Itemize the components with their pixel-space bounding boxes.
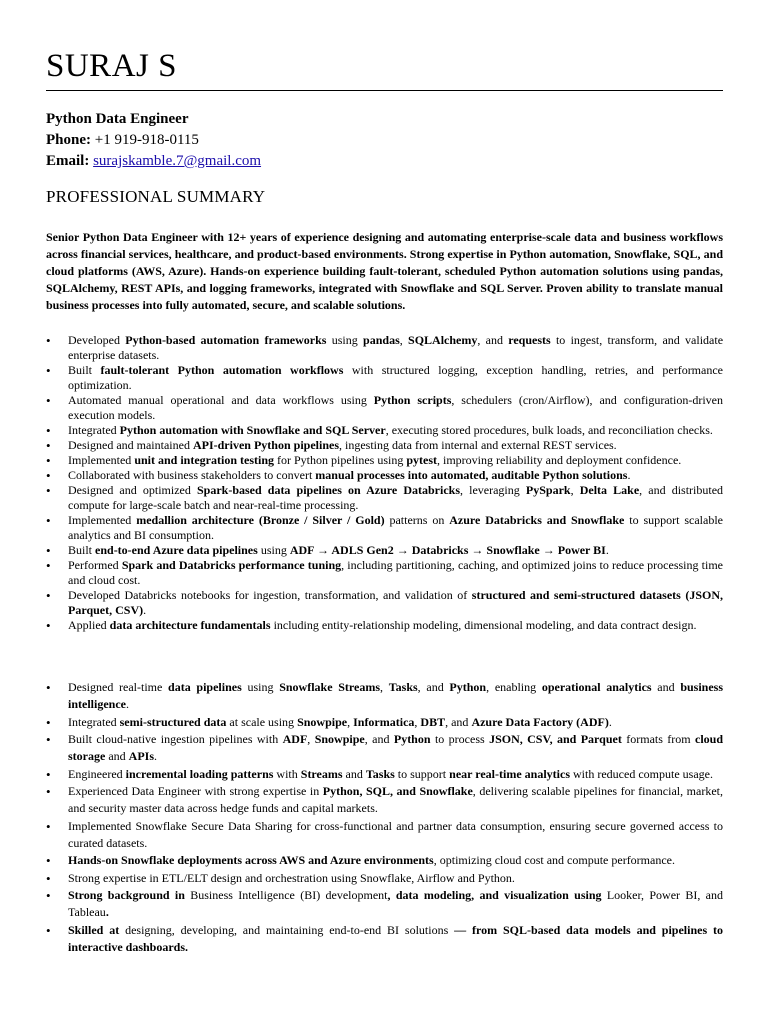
header-divider [46,90,723,91]
bullet-item [46,558,723,588]
bullet-text-bold: Skilled at [68,922,120,937]
bullet-text: Designed and optimized [68,483,197,497]
bullet-text: Engineered [68,766,126,781]
bullet-item [46,870,723,887]
bullet-text: Built cloud-native ingestion pipelines with [68,732,283,746]
bullet-text-bold: Python, SQL, and Snowflake [322,784,473,798]
bullet-text: . [154,749,157,763]
bullet-text-bold: JSON, CSV, and Parquet [489,732,622,746]
bullet-text: Implemented [68,453,135,467]
bullet-text-bold: — from SQL-based data models and pipelines to interactive dashboards. [68,922,723,954]
bullet-text: including entity-relationship modeling, dimensional modeling, and data contract design. [270,618,697,632]
bullet-text-bold: medallion architecture (Bronze / Silver / Gold) [136,513,385,527]
bullet-text-bold: Streams [300,766,343,781]
bullet-item [46,468,723,483]
bullet-text: patterns on [384,513,450,527]
bullet-item [46,483,723,513]
bullet-text: . [627,468,631,482]
bullet-item [46,513,723,543]
experience-bullets-1 [46,333,723,633]
bullet-text-bold: Python-based automation frameworks [125,333,327,347]
bullet-text-bold: business intelligence [68,680,724,711]
bullet-text-bold: incremental loading patterns [125,766,274,781]
bullet-text: . [125,697,129,711]
bullet-item [46,852,723,869]
bullet-item [46,818,723,852]
bullet-item [46,618,723,633]
bullet-text: Developed [68,333,126,347]
bullet-text: Collaborated with business stakeholders to convert [68,468,316,482]
bullet-text-bold: Tasks [365,766,395,781]
bullet-text: , [380,680,389,694]
bullet-text-bold: ADF → ADLS Gen2 → Databricks → Snowflake → Power BI [289,543,606,557]
bullet-text: to support [394,766,450,781]
bullet-text: Experienced Data Engineer with strong expertise in [68,784,323,798]
bullet-text-bold: Spark-based data pipelines on Azure Databricks [196,483,461,497]
bullet-text: with reduced compute usage. [570,766,713,781]
bullet-text-bold: manual processes into automated, auditable Python solutions [315,468,628,482]
bullet-text-bold: operational analytics [541,680,652,694]
phone-label: Phone: [46,132,91,148]
bullet-text-bold: requests [508,333,551,347]
summary-paragraph: Senior Python Data Engineer with 12+ years of experience designing and automating enterprise-scale data and business workflows across financial services, healthcare, and product-based environments. Strong expertise in Python automation, Snowflake, SQL, and cloud platforms (AWS, Azure). Hands-on experience building fault-tolerant, scheduled Python automation solutions using pandas, SQLAlchemy, REST APIs, and logging frameworks, integrated with Snowflake and SQL Server. Proven ability to translate manual business processes into fully automated, secure, and scalable solutions. [46,230,723,312]
bullet-text: . [608,714,612,729]
bullet-text: , leveraging [460,483,526,497]
bullet-text: using [241,680,280,694]
bullet-item [46,766,723,783]
bullet-item [46,453,723,468]
bullet-text-bold: APIs [128,749,154,763]
bullet-text: at scale using [226,714,298,729]
bullet-item [46,393,723,423]
candidate-name: SURAJ S [46,48,177,84]
bullet-item [46,363,723,393]
bullet-text: Developed Databricks notebooks for ingestion, transformation, and validation of [68,588,472,602]
bullet-text-bold: Delta Lake [579,483,640,497]
bullet-text: , [570,483,580,497]
bullet-text: using [326,333,364,347]
bullet-text-bold: Python automation with Snowflake and SQL Server [119,423,386,437]
bullet-text: , and [364,732,394,746]
bullet-text: , and [445,714,472,729]
bullet-text: , [347,714,354,729]
bullet-text: , and [477,333,509,347]
bullet-text: to ingest, transform, and validate enterprise datasets. [68,333,724,362]
bullet-text-bold: structured and semi-structured datasets (JSON, Parquet, CSV) [68,588,724,617]
bullet-text: . [143,603,147,617]
summary-heading: PROFESSIONAL SUMMARY [46,187,266,206]
bullet-text-bold: Python scripts [373,393,452,407]
bullet-text: for Python pipelines using [274,453,407,467]
bullet-text: , delivering scalable pipelines for financial, market, and security master data across hedge funds and capital markets. [68,784,723,815]
bullet-text-bold: pytest [406,453,437,467]
contact-block [46,109,261,172]
bullet-text-bold: ADF [282,732,308,746]
bullet-text: designing, developing, and maintaining end-to-end BI solutions [119,922,455,937]
bullet-text: Performed [68,558,122,572]
bullet-item [46,714,723,731]
bullet-text: , [307,732,315,746]
bullet-text-bold: Snowflake Streams [279,680,381,694]
email-line [46,151,261,172]
bullet-text-bold: SQLAlchemy [408,333,478,347]
bullet-text-bold: near real-time analytics [449,766,571,781]
bullet-item [46,588,723,618]
bullet-text-bold: Azure Databricks and Snowflake [449,513,625,527]
bullet-text-bold: , data modeling, and visualization using [387,888,602,902]
bullet-text: and [342,766,366,781]
bullet-text: using [257,543,290,557]
bullet-text: formats from [621,732,696,746]
bullet-text-bold: Informatica [353,714,415,729]
bullet-text-bold: data pipelines [168,680,242,694]
phone-line [46,130,261,151]
bullet-text: , enabling [486,680,542,694]
bullet-item [46,731,723,765]
bullet-text: Implemented Snowflake Secure Data Sharing for cross-functional and partner data consumption, ensuring secure governed access to curated datasets. [68,818,723,850]
bullet-text-bold: Snowpipe [314,732,365,746]
bullet-text: to support scalable analytics and BI consumption. [68,513,723,542]
bullet-text-bold: PySpark [525,483,571,497]
bullet-text: Built [68,543,96,557]
bullet-text-bold: Python [393,732,431,746]
bullet-item [46,679,723,713]
bullet-text-bold: semi-structured data [119,714,227,729]
bullet-text: with [273,766,301,781]
bullet-text: Business Intelligence (BI) development [184,888,388,902]
bullet-text: Implemented [68,513,137,527]
bullet-text-bold: Strong background in [68,888,185,902]
email-label: Email: [46,153,90,169]
bullet-item [46,543,723,558]
bullet-item [46,783,723,817]
bullet-item [46,423,723,438]
bullet-text: , improving reliability and deployment confidence. [437,453,682,467]
bullet-text: Strong expertise in ETL/ELT design and orchestration using Snowflake, Airflow and Python. [68,870,515,885]
bullet-text-bold: cloud storage [68,732,724,763]
job-title: Python Data Engineer [46,111,189,127]
bullet-text-bold: Azure Data Factory (ADF) [471,714,609,729]
bullet-text-bold: Tasks [388,680,418,694]
bullet-text-bold: Python [449,680,487,694]
bullet-text: , [414,714,421,729]
bullet-text: Integrated [68,423,120,437]
bullet-text-bold: API-driven Python pipelines [192,438,339,452]
bullet-text: Automated manual operational and data workflows using [68,393,374,407]
bullet-item [46,922,723,956]
bullet-text: Integrated [68,714,120,729]
experience-bullets-2 [46,679,723,956]
email-link[interactable]: surajskamble.7@gmail.com [93,153,262,169]
bullet-text: , executing stored procedures, bulk loads, and reconciliation checks. [385,423,713,437]
bullet-text: , [399,333,409,347]
bullet-text: , schedulers (cron/Airflow), and configuration-driven execution models. [68,393,724,422]
bullet-text-bold: fault-tolerant Python automation workflows [100,363,344,377]
bullet-text-bold: . [105,905,109,919]
bullet-text: and [105,749,129,763]
bullet-text: . [605,543,609,557]
bullet-text-bold: Spark and Databricks performance tuning [121,558,342,572]
phone-number: +1 919-918-0115 [94,132,199,148]
bullet-text: and [651,680,681,694]
bullet-text: Designed real-time [68,680,169,694]
bullet-text: Applied [68,618,110,632]
bullet-text: Built [68,363,101,377]
bullet-text: , including partitioning, caching, and optimized joins to reduce processing time and cloud cost. [68,558,723,587]
bullet-text: , optimizing cloud cost and compute performance. [433,853,675,867]
bullet-text: , ingesting data from internal and external REST services. [338,438,617,452]
bullet-text-bold: data architecture fundamentals [109,618,271,632]
bullet-text-bold: end-to-end Azure data pipelines [95,543,258,557]
bullet-text: Designed and maintained [68,438,193,452]
bullet-text: with structured logging, exception handling, retries, and performance optimization. [68,363,723,392]
bullet-text-bold: Snowpipe [297,714,348,729]
bullet-text: Looker, Power BI, and Tableau [68,888,723,919]
bullet-text-bold: unit and integration testing [134,453,274,467]
bullet-item [46,333,723,363]
bullet-item [46,438,723,453]
bullet-item [46,887,723,921]
bullet-text: , and [417,680,450,694]
bullet-text: , and distributed compute for large-scale batch and near-real-time processing. [68,483,724,512]
bullet-text-bold: DBT [420,714,446,729]
bullet-text-bold: Hands-on Snowflake deployments across AWS and Azure environments [68,853,434,867]
bullet-text-bold: pandas [363,333,400,347]
bullet-text: to process [430,732,490,746]
